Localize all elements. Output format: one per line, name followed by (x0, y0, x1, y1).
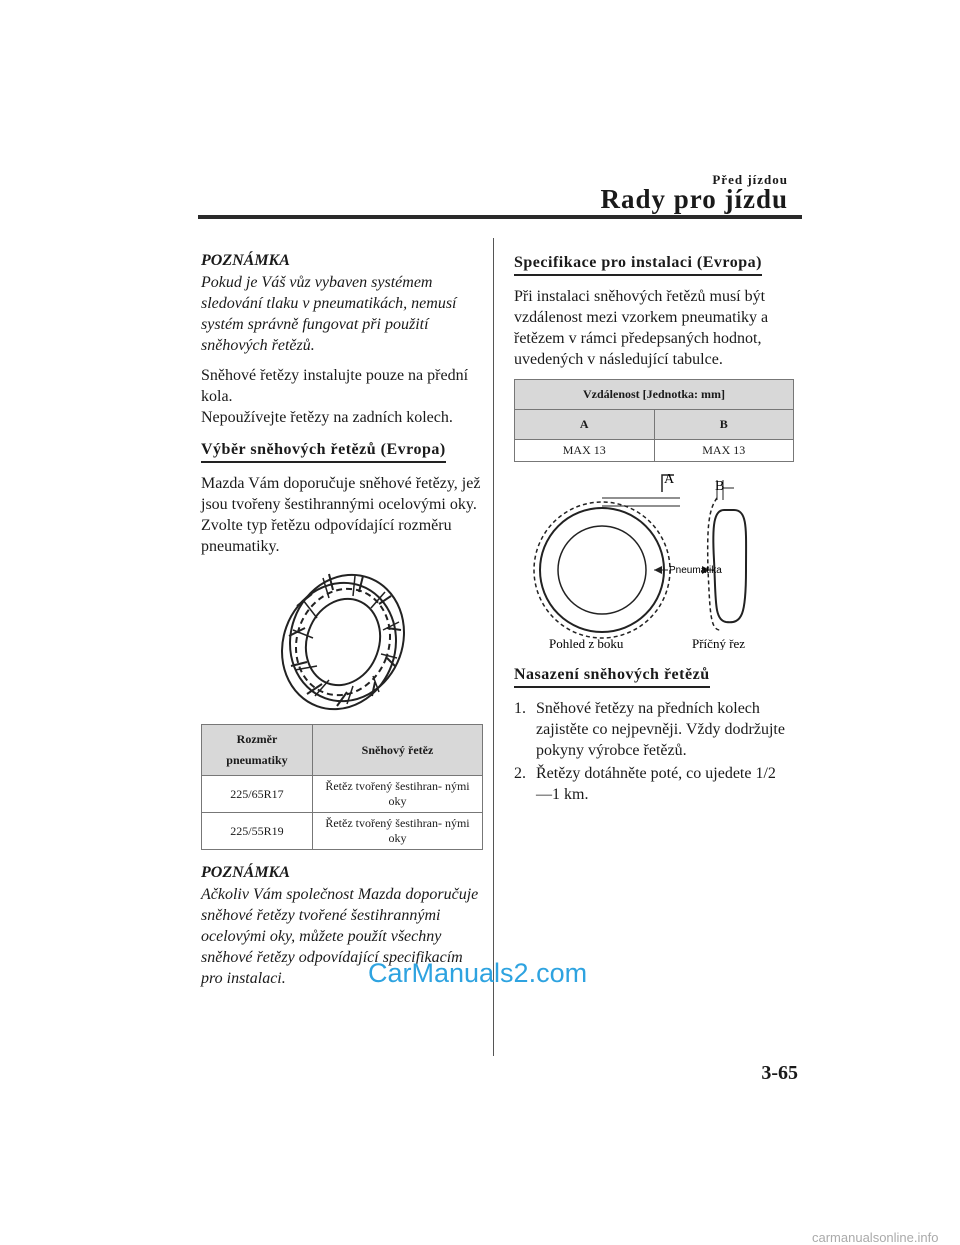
steps-list (514, 698, 794, 805)
clearance-table (514, 379, 794, 462)
paragraph: Sněhové řetězy instalujte pouze na přední kola. (201, 367, 469, 405)
list-item (514, 698, 794, 761)
table-row (515, 440, 794, 462)
table-header: B (654, 410, 794, 440)
table-cell: Řetěz tvořený šestihran- nými oky (312, 776, 482, 813)
step-text: Řetězy dotáhněte poté, co ujedete 1/2 ―1 km. (536, 765, 776, 803)
table-header: Rozměr pneumatiky (202, 725, 313, 776)
table-cell: MAX 13 (654, 440, 794, 462)
label-side-view: Pohled z boku (549, 636, 624, 650)
table-row (202, 776, 483, 813)
right-column (514, 250, 794, 807)
footer-link[interactable]: carmanualsonline.info (812, 1230, 939, 1245)
page-title: Rady pro jízdu (600, 184, 788, 214)
note-text: Ačkoliv Vám společnost Mazda doporučuje sněhové řetězy tvořené šestihrannými ocelovými oky, můžete použít všechny sněhové řetězy odpovídající specifikacím pro instalaci. (201, 886, 479, 987)
page-number: 3-65 (761, 1062, 798, 1084)
section-label: Před jízdou (712, 172, 788, 187)
paragraph: Nepoužívejte řetězy na zadních kolech. (201, 409, 453, 426)
clearance-diagram (514, 470, 789, 650)
left-column (201, 250, 483, 998)
label-a: A (664, 472, 675, 487)
label-cross-section: Příčný řez (692, 636, 746, 650)
column-divider (493, 238, 494, 1056)
table-cell: MAX 13 (515, 440, 655, 462)
step-number: 1. (514, 700, 526, 717)
table-header: A (515, 410, 655, 440)
note-text: Pokud je Váš vůz vybaven systémem sledování tlaku v pneumatikách, nemusí systém správně fungovat při použití sněhových řetězů. (201, 274, 457, 354)
paragraph: Při instalaci sněhových řetězů musí být vzdálenost mezi vzorkem pneumatiky a řetězem v rámci předepsaných hodnot, uvedených v následující tabulce. (514, 288, 769, 368)
tire-chain-table (201, 724, 483, 850)
header-rule (198, 215, 802, 219)
step-number: 2. (514, 765, 526, 782)
section-heading: Nasazení sněhových řetězů (514, 664, 710, 688)
note-title: POZNÁMKA (201, 864, 290, 881)
watermark-link[interactable]: CarManuals2.com (368, 958, 588, 988)
step-text: Sněhové řetězy na předních kolech zajistěte co nejpevněji. Vždy dodržujte pokyny výrobce řetězů. (536, 700, 785, 759)
snow-chain-illustration (267, 566, 417, 716)
table-title: Vzdálenost [Jednotka: mm] (515, 380, 794, 410)
list-item (514, 763, 794, 805)
table-cell: Řetěz tvořený šestihran- nými oky (312, 813, 482, 850)
table-header: Sněhový řetěz (312, 725, 482, 776)
table-cell: 225/65R17 (202, 776, 313, 813)
label-b: B (715, 479, 725, 494)
label-tire: Pneumatika (669, 565, 722, 576)
table-cell: 225/55R19 (202, 813, 313, 850)
paragraph: Mazda Vám doporučuje sněhové řetězy, jež jsou tvořeny šestihrannými ocelovými oky. Zvolte typ řetězu odpovídající rozměru pneumatiky. (201, 475, 481, 555)
table-row (202, 813, 483, 850)
section-heading: Výběr sněhových řetězů (Evropa) (201, 439, 446, 463)
note-title: POZNÁMKA (201, 252, 290, 269)
section-heading: Specifikace pro instalaci (Evropa) (514, 252, 762, 276)
